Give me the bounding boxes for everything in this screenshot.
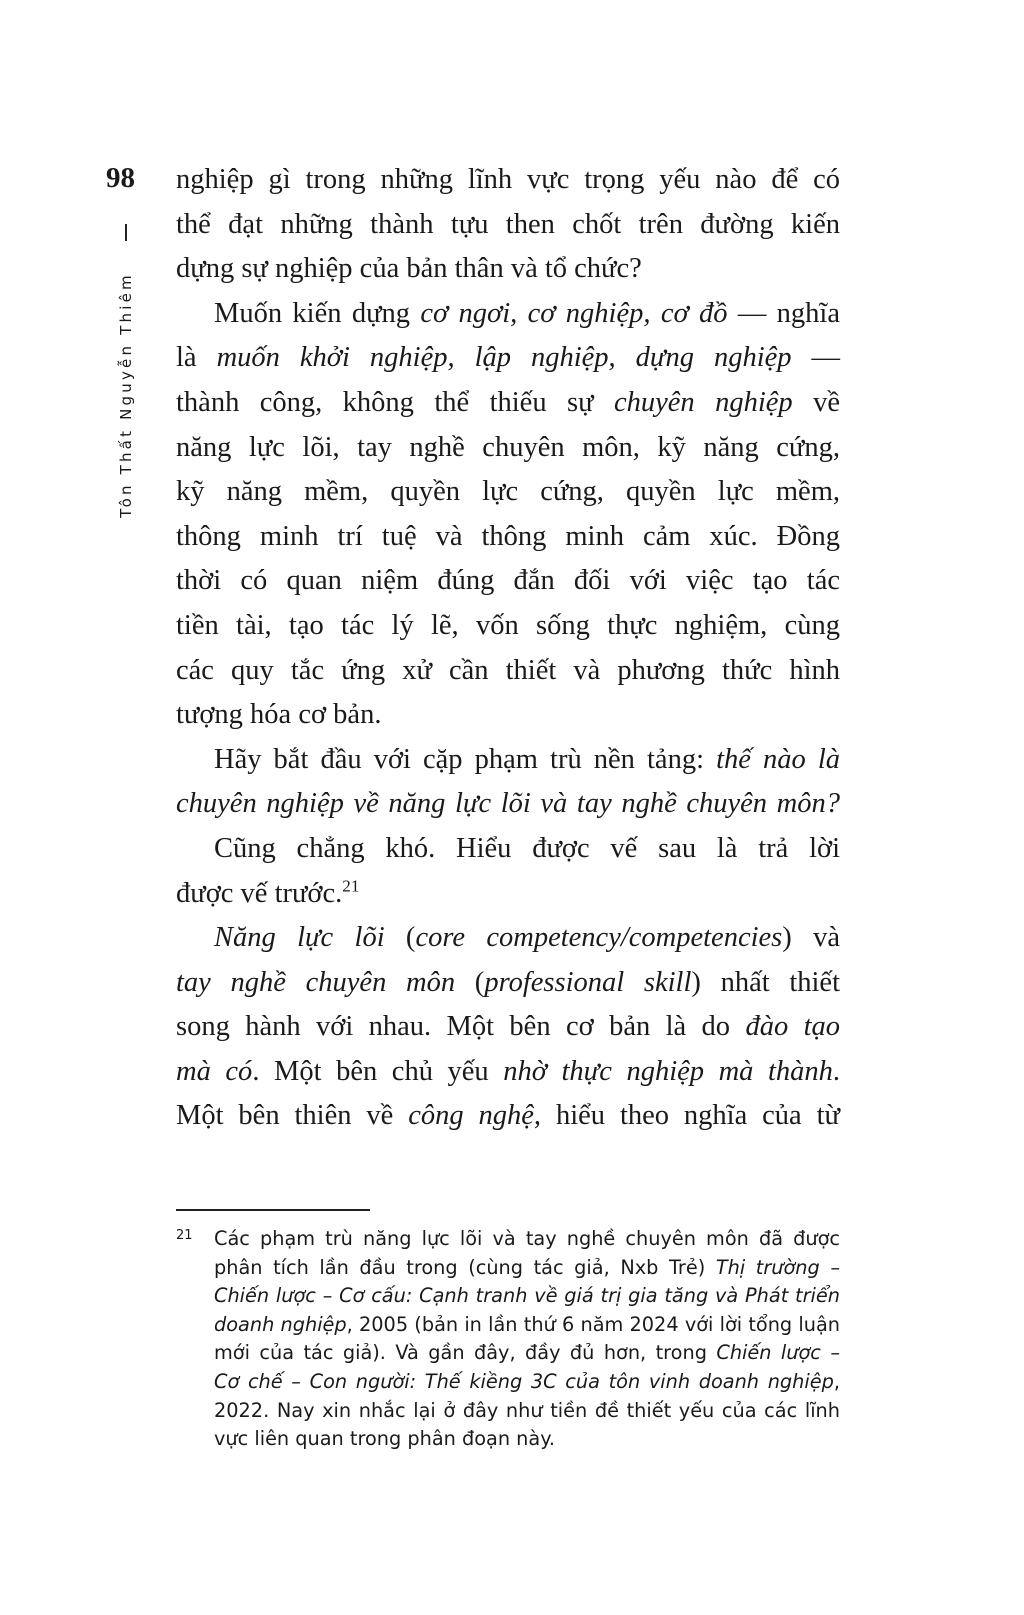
italic-text: cơ ngơi, cơ nghiệp, cơ đồ <box>420 297 728 329</box>
text-segment: ) và <box>782 922 840 954</box>
text-segment: — <box>791 342 841 374</box>
italic-text: chuyên nghiệp về năng lực lõi và tay nghề chuyên môn? <box>176 788 840 820</box>
italic-text: Năng lực lõi <box>214 922 385 954</box>
text-segment: các quy tắc ứng xử cần thiết và phương thức hình <box>176 654 840 686</box>
text-line <box>214 1282 840 1311</box>
text-segment: dựng sự nghiệp của bản thân và tổ chức? <box>176 253 642 285</box>
text-segment: Một bên thiên về <box>176 1100 409 1132</box>
side-divider <box>125 224 127 241</box>
text-line <box>176 515 840 560</box>
italic-text: Thị trường – <box>715 1255 840 1279</box>
text-segment: song hành với nhau. Một bên cơ bản là do <box>176 1011 746 1043</box>
text-segment: về <box>792 386 840 418</box>
text-line <box>176 1094 840 1139</box>
text-line <box>176 336 840 381</box>
text-line <box>176 1050 840 1095</box>
text-line <box>176 693 840 738</box>
italic-text: professional skill <box>484 966 692 998</box>
text-line <box>176 916 840 961</box>
text-line <box>176 426 840 471</box>
text-segment: ( <box>455 966 485 998</box>
italic-text: muốn khởi nghiệp, lập nghiệp, dựng nghiệp <box>216 342 792 374</box>
italic-text: doanh nghiệp <box>214 1312 347 1336</box>
body-text <box>176 158 840 1139</box>
italic-text: Chiến lược – Cơ cấu: Cạnh tranh về giá trị gia tăng và Phát triển <box>214 1284 840 1308</box>
text-line <box>176 470 840 515</box>
text-segment: Cũng chẳng khó. Hiểu được vế sau là trả lời <box>214 832 840 864</box>
text-segment: thời có quan niệm đúng đắn đối với việc tạo tác <box>176 565 840 597</box>
text-line <box>176 782 840 827</box>
text-line <box>214 1225 840 1254</box>
text-line <box>176 1005 840 1050</box>
footnote-number: 21 <box>176 1228 193 1243</box>
text-line <box>214 1254 840 1283</box>
text-segment: thành công, không thể thiếu sự <box>176 386 614 418</box>
text-line <box>176 381 840 426</box>
text-segment: Các phạm trù năng lực lõi và tay nghề chuyên môn đã được <box>214 1227 840 1250</box>
text-line <box>176 604 840 649</box>
text-segment: Hãy bắt đầu với cặp phạm trù nền tảng: <box>214 743 717 775</box>
text-segment: ( <box>384 922 416 954</box>
italic-text: tay nghề chuyên môn <box>176 966 456 998</box>
italic-text: Chiến lược – <box>716 1341 840 1365</box>
text-segment: tượng hóa cơ bản. <box>176 699 382 731</box>
italic-text: Cơ chế – Con người: Thế kiềng 3C của tôn vinh doanh nghiệp <box>214 1369 834 1393</box>
text-segment: ) nhất thiết <box>691 966 841 998</box>
text-line <box>214 1368 840 1397</box>
page-number: 98 <box>106 162 135 194</box>
text-segment: phân tích lần đầu trong (cùng tác giả, Nxb Trẻ) <box>214 1255 716 1279</box>
italic-text: chuyên nghiệp <box>613 386 793 418</box>
italic-text: core competency/competencies <box>415 922 783 954</box>
italic-text: mà có <box>176 1055 253 1087</box>
text-line <box>214 1397 840 1426</box>
italic-text: thế nào là <box>716 743 840 775</box>
text-line <box>176 559 840 604</box>
text-line <box>176 827 840 872</box>
text-line <box>214 1311 840 1340</box>
text-line <box>214 1339 840 1368</box>
text-line <box>176 649 840 694</box>
text-segment: là <box>176 342 217 374</box>
text-segment: , 2005 (bản in lần thứ 6 năm 2024 với lời tổng luận <box>346 1312 840 1336</box>
text-segment: kỹ năng mềm, quyền lực cứng, quyền lực mềm, <box>176 476 840 508</box>
footnote-divider <box>176 1209 370 1211</box>
italic-text: nhờ thực nghiệp mà thành <box>503 1055 833 1087</box>
text-segment: . Một bên chủ yếu <box>252 1055 504 1087</box>
text-line <box>176 738 840 783</box>
text-segment: 2022. Nay xin nhắc lại ở đây như tiền đề thiết yếu của các lĩnh <box>214 1398 840 1422</box>
text-line <box>176 961 840 1006</box>
text-line <box>176 247 840 292</box>
text-segment: vực liên quan trong phân đoạn này. <box>214 1427 556 1451</box>
italic-text: đào tạo <box>745 1011 840 1043</box>
text-segment: — nghĩa <box>727 297 840 329</box>
italic-text: công nghệ <box>408 1100 534 1132</box>
text-line <box>176 292 840 337</box>
text-segment: thể đạt những thành tựu then chốt trên đường kiến <box>176 208 840 240</box>
text-line <box>176 872 840 917</box>
running-author: Tôn Thất Nguyễn Thiêm <box>117 272 135 518</box>
text-segment: , <box>833 1369 840 1393</box>
text-segment: mới của tác giả). Và gần đây, đầy đủ hơn, trong <box>214 1341 717 1365</box>
text-segment: nghiệp gì trong những lĩnh vực trọng yếu nào để có <box>176 164 840 195</box>
text-line <box>176 203 840 248</box>
text-segment: Muốn kiến dựng <box>214 297 421 329</box>
footnote-reference[interactable]: 21 <box>342 876 360 895</box>
text-segment: . <box>832 1055 841 1087</box>
text-segment: , hiểu theo nghĩa của từ <box>533 1100 840 1132</box>
text-line <box>214 1425 840 1454</box>
footnote-text <box>214 1225 840 1454</box>
text-segment: tiền tài, tạo tác lý lẽ, vốn sống thực nghiệm, cùng <box>176 609 840 641</box>
text-line <box>176 158 840 203</box>
text-segment: thông minh trí tuệ và thông minh cảm xúc. Đồng <box>176 520 840 552</box>
text-segment: năng lực lõi, tay nghề chuyên môn, kỹ năng cứng, <box>176 431 840 463</box>
text-segment: được vế trước. <box>176 877 343 909</box>
